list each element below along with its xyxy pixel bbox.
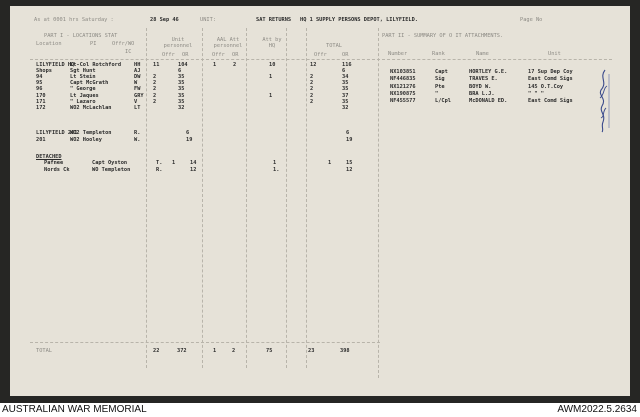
part2-title: PART II - SUMMARY OF O IT ATTACHMENTS. xyxy=(382,33,504,39)
row-unit-or: 6 xyxy=(186,130,190,136)
row-unit-offr: 2 xyxy=(153,80,157,87)
handwritten-signature xyxy=(596,68,610,134)
attachment-rank: L/Cpl xyxy=(435,98,451,105)
row-unit-or: 19 xyxy=(186,137,193,143)
attachment-name: BRA L.J. xyxy=(469,90,495,97)
attachment-number: NF455577 xyxy=(390,98,416,105)
row-total-or: 6 xyxy=(346,130,350,136)
row-total-or: 35 xyxy=(342,80,349,87)
row-unit-offr: 2 xyxy=(153,74,157,81)
totals-att-by: 75 xyxy=(266,348,273,354)
page-label: Page No xyxy=(520,17,543,23)
row-pi: " Lazaro xyxy=(70,98,96,105)
attachment-rank: " xyxy=(435,90,439,97)
part1-title: PART I - LOCATIONS STAT xyxy=(44,33,118,39)
row-ic: DW xyxy=(134,74,141,81)
row-location: 94 xyxy=(36,74,43,81)
unit-label: UNIT: xyxy=(200,17,216,23)
row-ic: W. xyxy=(134,137,141,143)
totals-label: TOTAL xyxy=(36,348,52,354)
row-unit-or: 35 xyxy=(178,98,185,105)
unit-name: HQ 1 SUPPLY PERSONS DEPOT, LILYFIELD. xyxy=(300,17,418,23)
rule-v4 xyxy=(286,28,287,368)
rule-v6 xyxy=(378,28,379,378)
row-unit-or: 6 xyxy=(178,68,182,75)
rule-v1 xyxy=(146,28,147,368)
rule-v3 xyxy=(246,28,247,368)
row-location: 171 xyxy=(36,98,46,105)
row-location: LILYFIELD 201 xyxy=(36,130,78,136)
col-name: Name xyxy=(476,51,489,57)
col-location: Location xyxy=(36,41,62,47)
row-pi: Lt Stein xyxy=(70,74,96,81)
attachment-unit: " " " xyxy=(528,90,544,97)
row-unit-or: 32 xyxy=(178,104,185,111)
row-unit-offr: 11 xyxy=(153,62,160,68)
row-total-offr: 2 xyxy=(310,86,314,93)
row-location: 172 xyxy=(36,104,46,111)
totals-total-or: 398 xyxy=(340,348,350,354)
row-pi: WO Templeton xyxy=(92,167,131,173)
row-att-by: 1 xyxy=(269,92,273,99)
row-unit-or: 35 xyxy=(178,86,185,93)
row-pi: Capt McGrath xyxy=(70,80,109,87)
attachment-number: NX121276 xyxy=(390,83,416,90)
header-rule xyxy=(30,59,380,60)
row-unit-or: 14 xyxy=(190,160,197,166)
col-unit-or: OR xyxy=(182,52,189,58)
row-total-offr: 2 xyxy=(310,92,314,99)
footer-accession-number: AWM2022.5.2634 xyxy=(557,404,637,415)
row-ic: FW xyxy=(134,86,141,93)
row-pi: Sgt Hunt xyxy=(70,68,96,75)
row-att-by: 1 xyxy=(273,160,277,166)
return-type: SAT RETURNS xyxy=(256,17,292,23)
col-att-by-hq: Att by HQ xyxy=(262,37,282,49)
row-total-or: 34 xyxy=(342,74,349,81)
row-total-offr: 1 xyxy=(328,160,332,166)
col-att-personnel: AAL Att personnel xyxy=(213,37,243,49)
attachment-unit: 17 Sup Dep Coy xyxy=(528,69,573,75)
col-number: Number xyxy=(388,51,408,57)
row-location: 201 xyxy=(36,137,46,143)
col-total-offr: Offr xyxy=(314,52,327,58)
row-total-or: 32 xyxy=(342,104,349,111)
row-att-offr: 1 xyxy=(213,62,217,68)
col-offr-wo: Offr/WO xyxy=(112,41,135,47)
row-ic: W xyxy=(134,80,138,87)
row-location: 96 xyxy=(36,86,43,93)
row-pi: WO2 McLachlan xyxy=(70,104,112,111)
row-location: LILYFIELD HQ xyxy=(36,62,75,68)
row-unit-or: 35 xyxy=(178,74,185,81)
col-total-or: OR xyxy=(342,52,349,58)
attachment-name: HORTLEY G.E. xyxy=(469,69,508,75)
row-unit-offr: 2 xyxy=(153,98,157,105)
row-total-offr: 2 xyxy=(310,80,314,87)
row-pi: " George xyxy=(70,86,96,93)
totals-unit-offr: 22 xyxy=(153,348,160,354)
row-ic: LT xyxy=(134,104,141,111)
row-unit-or: 35 xyxy=(178,92,185,99)
attachment-name: TRAVES E. xyxy=(469,76,498,83)
row-pi: Lt Jaques xyxy=(70,92,99,99)
totals-att-or: 2 xyxy=(232,348,236,354)
totals-unit-or: 372 xyxy=(177,348,187,354)
col-rank: Rank xyxy=(432,51,445,57)
attachment-rank: Sig xyxy=(435,76,445,83)
row-total-or: 19 xyxy=(346,137,353,143)
attachment-name: McDONALD ED. xyxy=(469,98,508,105)
row-pi: WO2 Hooley xyxy=(70,137,102,143)
row-ic: T. xyxy=(156,160,163,166)
col-att-offr: Offr xyxy=(212,52,225,58)
row-total-offr: 2 xyxy=(310,74,314,81)
part2-header-rule xyxy=(382,59,612,60)
row-total-or: 35 xyxy=(342,86,349,93)
row-unit-offr: 1 xyxy=(172,160,176,166)
document-sheet xyxy=(10,6,630,396)
row-location: Nords Ck xyxy=(44,167,70,173)
row-att-by: 1. xyxy=(273,167,280,173)
attachment-number: NF446835 xyxy=(390,76,416,83)
col-unit-offr: Offr xyxy=(162,52,175,58)
row-ic: AJ xyxy=(134,68,141,75)
row-unit-or: 104 xyxy=(178,62,188,68)
rule-v2 xyxy=(202,28,203,368)
row-location: 95 xyxy=(36,80,43,87)
row-total-or: 15 xyxy=(346,160,353,166)
attachment-number: NX103851 xyxy=(390,69,416,75)
attachment-rank: Capt xyxy=(435,69,448,75)
row-location: 170 xyxy=(36,92,46,99)
col-att-or: OR xyxy=(232,52,239,58)
rule-v5 xyxy=(306,28,307,368)
row-total-offr: 12 xyxy=(310,62,317,68)
row-total-offr: 2 xyxy=(310,98,314,105)
row-location: Pafnee xyxy=(44,160,64,166)
col-unit-personnel: Unit personnel xyxy=(163,37,193,49)
attachment-unit: East Comd Sigs xyxy=(528,98,573,105)
row-unit-or: 12 xyxy=(190,167,197,173)
row-unit-offr: 2 xyxy=(153,86,157,93)
row-ic: V xyxy=(134,98,138,105)
row-att-or: 2 xyxy=(233,62,237,68)
attachment-number: NX190875 xyxy=(390,90,416,97)
attachment-unit: 145 O.T.Coy xyxy=(528,83,564,90)
row-location: Shops xyxy=(36,68,52,75)
row-total-or: 37 xyxy=(342,92,349,99)
totals-total-offr: 23 xyxy=(308,348,315,354)
attachment-rank: Pte xyxy=(435,83,445,90)
totals-rule xyxy=(30,342,380,343)
row-ic: GRY xyxy=(134,92,144,99)
row-total-or: 116 xyxy=(342,62,352,68)
as-at-label: As at 0001 hrs Saturday : xyxy=(34,17,114,23)
row-pi: Capt Oyston xyxy=(92,160,128,166)
return-date: 28 Sep 46 xyxy=(150,17,179,23)
col-ic: IC xyxy=(125,49,132,55)
col-unit: Unit xyxy=(548,51,561,57)
row-pi: Lt-Col Rotchford xyxy=(70,62,122,68)
row-total-or: 12 xyxy=(346,167,353,173)
row-unit-offr: 2 xyxy=(153,92,157,99)
col-pi: PI xyxy=(90,41,97,47)
detached-heading: DETACHED xyxy=(36,154,62,160)
attachment-name: BOYD W. xyxy=(469,83,492,90)
row-ic: R. xyxy=(156,167,163,173)
row-ic: HH xyxy=(134,62,141,68)
row-att-by: 1 xyxy=(269,74,273,81)
row-total-or: 6 xyxy=(342,68,346,75)
row-ic: R. xyxy=(134,130,141,136)
footer-archive-name: AUSTRALIAN WAR MEMORIAL xyxy=(2,404,147,415)
row-pi: WO2 Templeton xyxy=(70,130,112,136)
row-att-by: 10 xyxy=(269,62,276,68)
totals-att-offr: 1 xyxy=(213,348,217,354)
col-total: TOTAL xyxy=(326,43,342,49)
row-unit-or: 35 xyxy=(178,80,185,87)
row-total-or: 35 xyxy=(342,98,349,105)
attachment-unit: East Comd Sigs xyxy=(528,76,573,83)
